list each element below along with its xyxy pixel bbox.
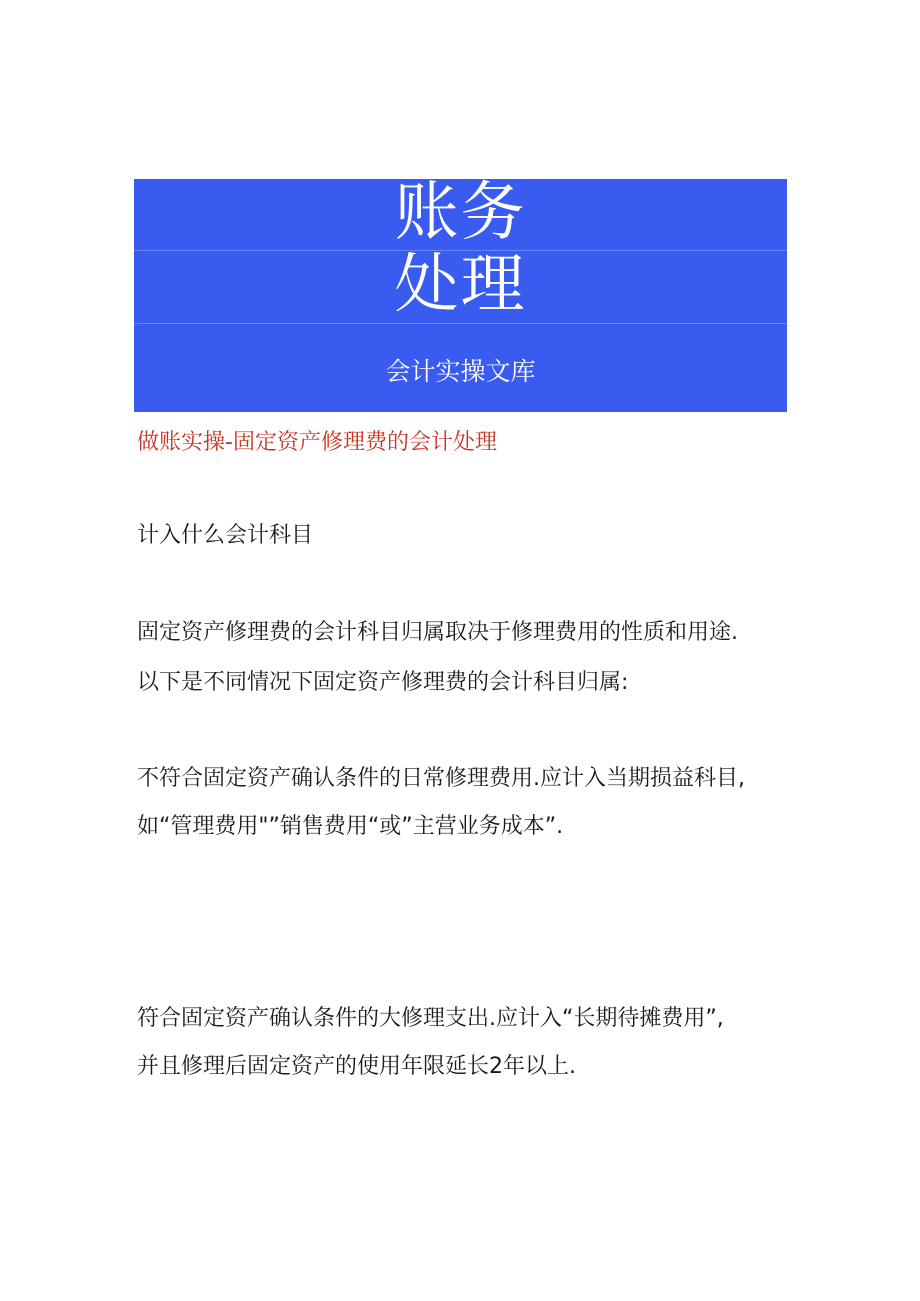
- paragraph3-line2: 并且修理后固定资产的使用年限延长2年以上.: [137, 1054, 576, 1079]
- document-title: 做账实操-固定资产修理费的会计处理: [137, 430, 497, 455]
- section-heading: 计入什么会计科目: [137, 523, 314, 548]
- banner-divider: [134, 323, 787, 324]
- paragraph2-line2: 如“管理费用"”销售费用“或”主营业务成本”.: [137, 814, 564, 839]
- paragraph3-line1: 符合固定资产确认条件的大修理支出.应计入“长期待摊费用”,: [137, 1006, 724, 1031]
- paragraph2-line1: 不符合固定资产确认条件的日常修理费用.应计入当期损益科目,: [137, 766, 745, 791]
- banner-subtitle: 会计实操文库: [385, 357, 536, 386]
- paragraph1-line1: 固定资产修理费的会计科目归属取决于修理费用的性质和用途.: [137, 620, 738, 645]
- paragraph1-line2: 以下是不同情况下固定资产修理费的会计科目归属:: [137, 670, 629, 695]
- banner-title-line1: 账务: [394, 179, 527, 250]
- banner-title-line2: 处理: [394, 248, 527, 322]
- cover-banner: [134, 179, 787, 412]
